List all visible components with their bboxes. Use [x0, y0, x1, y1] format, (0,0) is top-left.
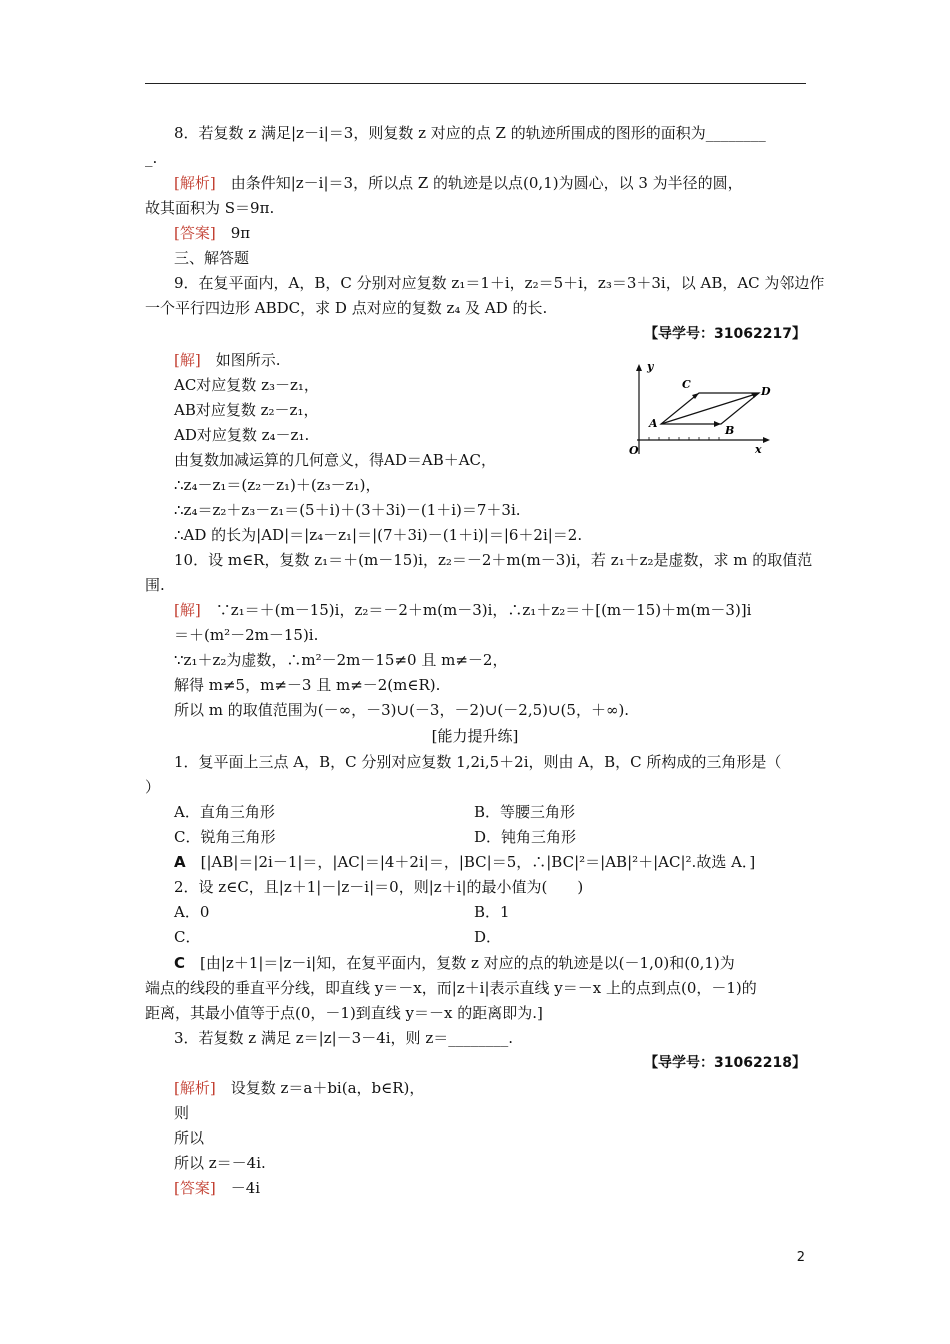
solution-tag: [解] — [174, 601, 201, 619]
label-d: D — [761, 385, 771, 398]
p1-option-b: B．等腰三角形 — [474, 803, 576, 821]
q9-sol0 — [174, 350, 281, 370]
q10-line1: 10．设 m∈R，复数 z₁＝＋(m－15)i，z₂＝－2＋m(m－3)i，若 z₁＋z₂是虚数，求 m 的取值范 — [174, 551, 813, 569]
x-axis-arrow — [763, 437, 770, 443]
p1-line2: ） — [145, 778, 161, 796]
parallelogram-figure — [615, 358, 775, 458]
arrow-b — [714, 421, 721, 427]
p1-answer-text: [|AB|＝|2i－1|＝，|AC|＝|4＋2i|＝，|BC|＝5，∴|BC|²＝|AB|²＋|AC|².故选 A．] — [185, 853, 756, 871]
p1-answer-letter: A — [174, 853, 186, 871]
p2-option-b: B．1 — [474, 903, 510, 921]
p3-analysis — [174, 1078, 424, 1098]
q8-line1: 8．若复数 z 满足|z－i|＝3，则复数 z 对应的点 Z 的轨迹所围成的图形的面积为________ — [174, 124, 766, 142]
q9-sol6: ∴z₄＝z₂＋z₃－z₁＝(5＋i)＋(3＋3i)－(1＋i)＝7＋3i. — [174, 501, 521, 519]
p3-answer — [174, 1178, 260, 1198]
diagonal-ad — [661, 393, 759, 424]
q10-sol3: ∵z₁＋z₂为虚数，∴m²－2m－15≠0 且 m≠－2， — [174, 651, 508, 669]
answer-tag: [答案] — [174, 1179, 216, 1197]
q10-sol1-text: ∵z₁＝＋(m－15)i，z₂＝－2＋m(m－3)i，∴z₁＋z₂＝＋[(m－15)＋m(m－3)]i — [200, 601, 752, 619]
q10-sol4: 解得 m≠5，m≠－3 且 m≠－2(m∈R). — [174, 676, 441, 694]
p3-line1: 3．若复数 z 满足 z＝|z|－3－4i，则 z＝________. — [174, 1029, 513, 1047]
label-y: y — [647, 360, 654, 373]
p2-option-a: A．0 — [174, 903, 210, 921]
q9-sol4: 由复数加减运算的几何意义，得AD＝AB＋AC， — [174, 451, 497, 469]
p1-line1: 1．复平面上三点 A，B，C 分别对应复数 1,2i,5＋2i，则由 A，B，C 所构成的三角形是（ — [174, 753, 782, 771]
q9-sol0-text: 如图所示. — [200, 351, 281, 369]
section-title: 三、解答题 — [174, 249, 250, 267]
p1-option-a: A．直角三角形 — [174, 803, 275, 821]
p3-line-result: 所以 z＝－4i. — [174, 1154, 266, 1172]
q9-sol7: ∴AD 的长为|AD|＝|z₄－z₁|＝|(7＋3i)－(1＋i)|＝|6＋2i|＝2. — [174, 526, 583, 544]
p2-answer3: 距离，其最小值等于点(0，－1)到直线 y＝－x 的距离即为.] — [145, 1004, 543, 1022]
p2-option-c: C． — [174, 928, 201, 946]
q8-analysis2: 故其面积为 S＝9π. — [145, 199, 275, 217]
p2-answer — [174, 953, 735, 973]
p3-line-then: 则 — [174, 1104, 190, 1122]
q9-line1: 9．在复平面内，A，B，C 分别对应复数 z₁＝1＋i，z₂＝5＋i，z₃＝3＋3i，以 AB，AC 为邻边作 — [174, 274, 825, 292]
header-rule — [145, 83, 806, 84]
y-axis-arrow — [636, 364, 642, 371]
p3-answer-text: －4i — [215, 1179, 261, 1197]
q9-sol1: AC对应复数 z₃－z₁， — [174, 376, 319, 394]
analysis-tag: [解析] — [174, 174, 216, 192]
guide-number: 【导学号：31062218】 — [644, 1055, 806, 1071]
q10-sol5: 所以 m 的取值范围为(－∞，－3)∪(－3，－2)∪(－2,5)∪(5，＋∞). — [174, 701, 630, 719]
analysis-tag: [解析] — [174, 1079, 216, 1097]
q10-line2: 围. — [145, 576, 165, 594]
q9-sol2: AB对应复数 z₂－z₁， — [174, 401, 319, 419]
q10-sol2: ＝＋(m²－2m－15)i. — [174, 626, 319, 644]
q9-sol3: AD对应复数 z₄－z₁. — [174, 426, 310, 444]
p2-line1: 2．设 z∈C，且|z＋1|－|z－i|＝0，则|z＋i|的最小值为( ) — [174, 878, 584, 896]
q8-analysis-text: 由条件知|z－i|＝3，所以点 Z 的轨迹是以点(0,1)为圆心，以 3 为半径的圆， — [215, 174, 743, 192]
ability-title: [能力提升练] — [431, 727, 519, 745]
label-x: x — [755, 443, 762, 456]
p3-line-so: 所以 — [174, 1129, 205, 1147]
page-number: 2 — [796, 1250, 805, 1265]
q9-line2: 一个平行四边形 ABDC，求 D 点对应的复数 z₄ 及 AD 的长. — [145, 299, 548, 317]
q8-answer — [174, 223, 250, 243]
q8-analysis — [174, 173, 743, 193]
p1-answer — [174, 852, 755, 872]
p1-option-d: D．钝角三角形 — [474, 828, 577, 846]
p2-answer-text: [由|z＋1|＝|z－i|知，在复平面内，复数 z 对应的点的轨迹是以(－1,0)和(0,1)为 — [185, 954, 735, 972]
q8-answer-text: 9π — [215, 224, 251, 242]
p2-option-d: D． — [474, 928, 502, 946]
p3-analysis-text: 设复数 z＝a＋bi(a，b∈R)， — [215, 1079, 425, 1097]
label-o: O — [629, 444, 639, 457]
guide-number: 【导学号：31062217】 — [644, 326, 806, 342]
p2-answer-letter: C — [174, 954, 186, 972]
label-b: B — [725, 424, 735, 437]
answer-tag: [答案] — [174, 224, 216, 242]
label-c: C — [682, 378, 691, 391]
q9-sol5: ∴z₄－z₁＝(z₂－z₁)＋(z₃－z₁)， — [174, 476, 381, 494]
label-a: A — [649, 417, 658, 430]
solution-tag: [解] — [174, 351, 201, 369]
q10-sol1 — [174, 600, 751, 620]
p2-answer2: 端点的线段的垂直平分线，即直线 y＝－x，而|z＋i|表示直线 y＝－x 上的点到点(0，－1)的 — [145, 979, 757, 997]
q8-line2: _. — [145, 149, 158, 167]
p1-option-c: C．锐角三角形 — [174, 828, 276, 846]
